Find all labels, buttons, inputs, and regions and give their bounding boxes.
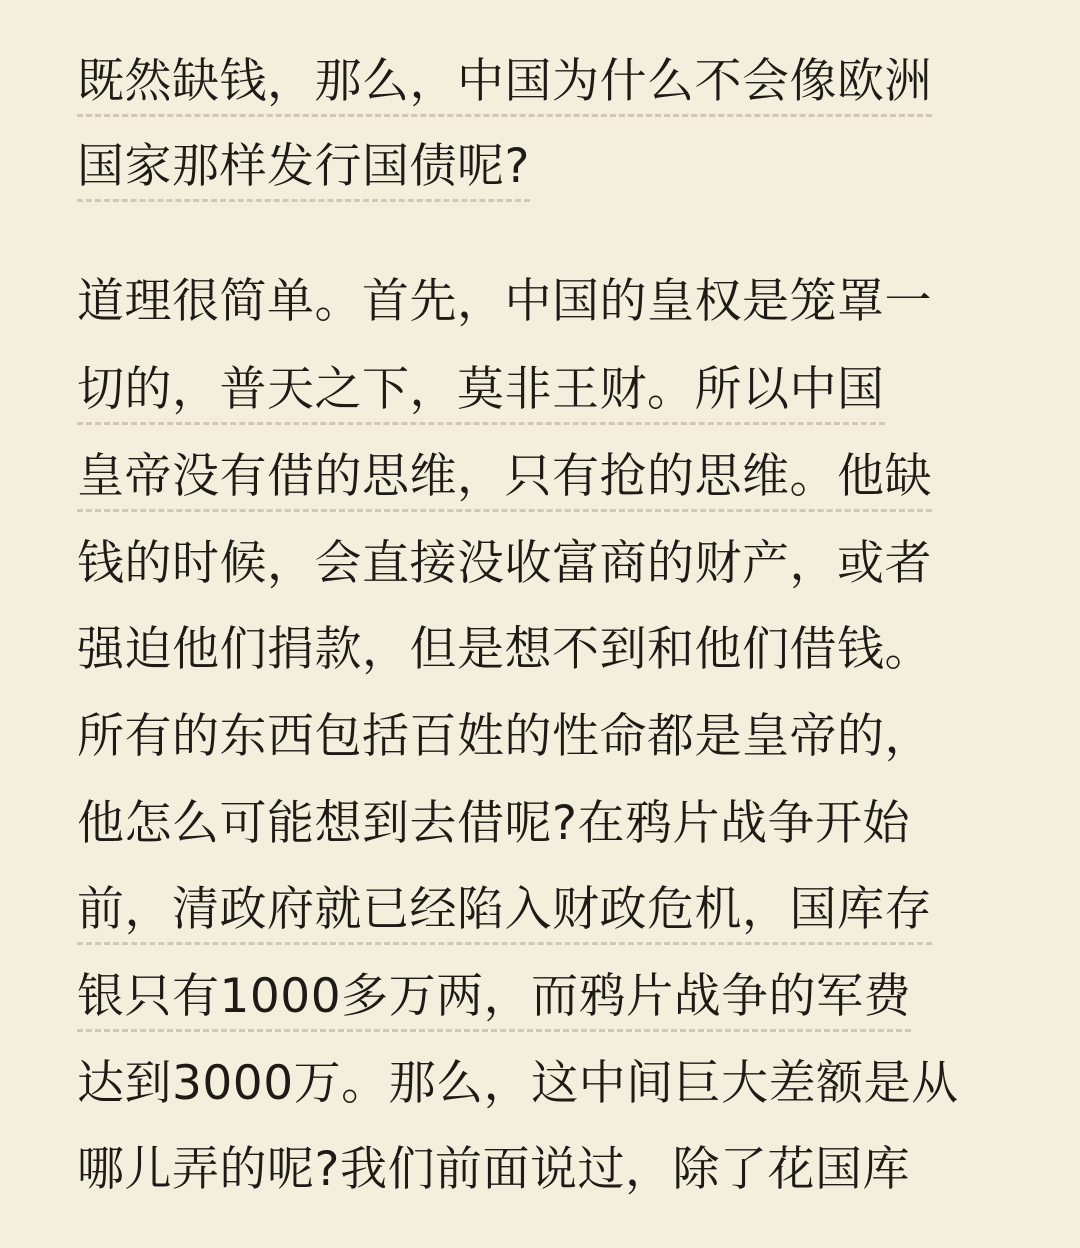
- body-text: 强迫他们捐款，但是想不到和他们借钱。: [77, 622, 932, 677]
- text-line: [77, 880, 932, 940]
- text-line: [77, 534, 932, 594]
- text-line: [77, 52, 932, 112]
- text-line: [77, 272, 932, 332]
- text-line: [77, 1140, 910, 1200]
- text-line: [77, 360, 885, 420]
- body-text: 道理很简单。首先，中国的皇权是笼罩一: [77, 274, 932, 329]
- text-line: [77, 707, 932, 767]
- body-text: 达到3000万。那么，这中间巨大差额是从: [77, 1056, 959, 1111]
- text-line: [77, 1054, 959, 1114]
- underlined-text: 既然缺钱，那么，中国为什么不会像欧洲: [77, 54, 932, 117]
- body-text: 哪儿弄的呢?我们前面说过，除了花国库: [77, 1142, 910, 1197]
- text-line: [77, 794, 910, 854]
- text-line: [77, 620, 932, 680]
- text-line: [77, 137, 530, 197]
- body-text: 他怎么可能想到去借呢?在鸦片战争开始: [77, 796, 910, 851]
- text-line: [77, 447, 932, 507]
- underlined-text: 银只有1000多万两，而鸦片战争的军费: [77, 969, 911, 1032]
- text-line: [77, 967, 911, 1027]
- body-text: 所有的东西包括百姓的性命都是皇帝的，: [77, 709, 932, 764]
- underlined-text: 前，清政府就已经陷入财政危机，国库存: [77, 882, 932, 945]
- body-text: 钱的时候，会直接没收富商的财产，或者: [77, 536, 932, 591]
- underlined-text: 皇帝没有借的思维，只有抢的思维。他缺: [77, 449, 932, 512]
- underlined-text: 切的，普天之下，莫非王财。所以中国: [77, 362, 885, 425]
- underlined-text: 国家那样发行国债呢?: [77, 139, 530, 202]
